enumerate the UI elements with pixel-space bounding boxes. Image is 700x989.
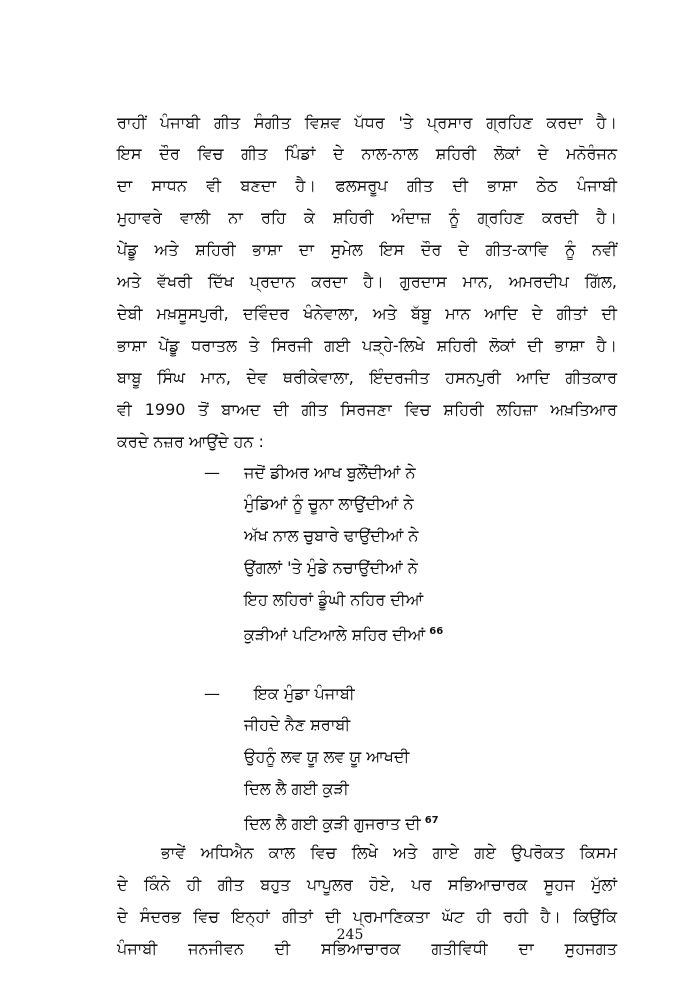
footnote-marker: 67 xyxy=(424,815,439,826)
paragraph-line: ਅਤੇ ਵੱਖਰੀ ਦਿੱਖ ਪ੍ਰਦਾਨ ਕਰਦਾ ਹੈ। ਗੁਰਦਾਸ ਮਾਨ, ਅਮਰਦੀਪ ਗਿੱਲ, xyxy=(117,272,617,291)
verse-line: ਇਕ ਮੁੰਡਾ ਪੰਜਾਬੀ xyxy=(254,684,355,703)
paragraph-line: ਭਾਸ਼ਾ ਪੇਂਡੂ ਧਰਾਤਲ ਤੇ ਸਿਰਜੀ ਗਈ ਪੜ੍ਹੇ-ਲਿਖੇ ਸ਼ਹਿਰੀ ਲੋਕਾਂ ਦੀ ਭਾਸ਼ਾ ਹੈ। xyxy=(117,336,617,355)
verse-text: ਦਿਲ ਲੈ ਗਈ ਕੁੜੀ ਗੁਜਰਾਤ ਦੀ xyxy=(244,814,421,833)
paragraph-line: ਦੇਬੀ ਮਖ਼ਸੂਸਪੁਰੀ, ਦਵਿੰਦਰ ਖੰਨੇਵਾਲਾ, ਅਤੇ ਬੱਬੂ ਮਾਨ ਆਦਿ ਦੇ ਗੀਤਾਂ ਦੀ xyxy=(117,304,617,323)
verse-dash: — xyxy=(204,684,220,703)
paragraph-line: ਦੇ ਸੰਦਰਭ ਵਿਚ ਇਨ੍ਹਾਂ ਗੀਤਾਂ ਦੀ ਪ੍ਰਮਾਣਿਕਤਾ ਘੱਟ ਹੀ ਰਹੀ ਹੈ। ਕਿਉਂਕਿ xyxy=(117,907,617,926)
paragraph-line: ਕਰਦੇ ਨਜ਼ਰ ਆਉਂਦੇ ਹਨ : xyxy=(117,432,264,451)
verse-line xyxy=(244,622,443,645)
paragraph-line: ਮੁਹਾਵਰੇ ਵਾਲੀ ਨਾ ਰਹਿ ਕੇ ਸ਼ਹਿਰੀ ਅੰਦਾਜ਼ ਨੂੰ ਗ੍ਰਹਿਣ ਕਰਦੀ ਹੈ। xyxy=(117,208,617,227)
verse-line: ਉਹਨੂੰ ਲਵ ਯੂ ਲਵ ਯੂ ਆਖਦੀ xyxy=(244,747,410,766)
paragraph-line: ਰਾਹੀਂ ਪੰਜਾਬੀ ਗੀਤ ਸੰਗੀਤ ਵਿਸ਼ਵ ਪੱਧਰ 'ਤੇ ਪ੍ਰਸਾਰ ਗ੍ਰਹਿਣ ਕਰਦਾ ਹੈ। xyxy=(117,113,617,132)
verse-line: ਉਂਗਲਾਂ 'ਤੇ ਮੁੰਡੇ ਨਚਾਉਂਦੀਆਂ ਨੇ xyxy=(244,558,418,577)
verse-line: ਇਹ ਲਹਿਰਾਂ ਡੂੰਘੀ ਨਹਿਰ ਦੀਆਂ xyxy=(244,590,424,609)
page-number: 245 xyxy=(336,927,364,943)
verse-text: ਕੁੜੀਆਂ ਪਟਿਆਲੇ ਸ਼ਹਿਰ ਦੀਆਂ xyxy=(244,625,426,644)
paragraph-line: ਭਾਵੇਂ ਅਧਿਐਨ ਕਾਲ ਵਿਚ ਲਿਖੇ ਅਤੇ ਗਾਏ ਗਏ ਉਪਰੋਕਤ ਕਿਸਮ xyxy=(161,843,617,862)
verse-line: ਅੱਖ ਨਾਲ ਚੁਬਾਰੇ ਢਾਉਂਦੀਆਂ ਨੇ xyxy=(244,526,419,545)
verse-line: ਜੀਹਦੇ ਨੈਣ ਸ਼ਰਾਬੀ xyxy=(244,715,351,734)
paragraph-line: ਵੀ 1990 ਤੋਂ ਬਾਅਦ ਦੀ ਗੀਤ ਸਿਰਜਣਾ ਵਿਚ ਸ਼ਹਿਰੀ ਲਹਿਜ਼ਾ ਅਖ਼ਤਿਆਰ xyxy=(117,400,617,419)
footnote-marker: 66 xyxy=(429,626,444,637)
paragraph-line: ਦੇ ਕਿੰਨੇ ਹੀ ਗੀਤ ਬਹੁਤ ਪਾਪੂਲਰ ਹੋਏ, ਪਰ ਸਭਿਆਚਾਰਕ ਸੂਹਜ ਮੁੱਲਾਂ xyxy=(117,875,617,894)
verse-line xyxy=(244,811,439,834)
verse-line: ਮੁੰਡਿਆਂ ਨੂੰ ਚੂਨਾ ਲਾਉਂਦੀਆਂ ਨੇ xyxy=(244,494,414,513)
verse-dash: — xyxy=(204,463,220,482)
paragraph-line: ਬਾਬੂ ਸਿੰਘ ਮਾਨ, ਦੇਵ ਥਰੀਕੇਵਾਲਾ, ਇੰਦਰਜੀਤ ਹਸਨਪੁਰੀ ਆਦਿ ਗੀਤਕਾਰ xyxy=(117,368,617,387)
paragraph-line: ਪੇਂਡੂ ਅਤੇ ਸ਼ਹਿਰੀ ਭਾਸ਼ਾ ਦਾ ਸੁਮੇਲ ਇਸ ਦੌਰ ਦੇ ਗੀਤ-ਕਾਵਿ ਨੂੰ ਨਵੀਂ xyxy=(117,240,617,259)
paragraph-line: ਇਸ ਦੌਰ ਵਿਚ ਗੀਤ ਪਿੰਡਾਂ ਦੇ ਨਾਲ-ਨਾਲ ਸ਼ਹਿਰੀ ਲੋਕਾਂ ਦੇ ਮਨੋਰੰਜਨ xyxy=(117,144,617,163)
verse-line: ਦਿਲ ਲੈ ਗਈ ਕੁੜੀ xyxy=(244,779,349,798)
verse-line: ਜਦੋਂ ਡੀਅਰ ਆਖ ਬੁਲੌਂਦੀਆਂ ਨੇ xyxy=(244,463,416,482)
paragraph-line: ਪੰਜਾਬੀ ਜਨਜੀਵਨ ਦੀ ਸਭਿਆਚਾਰਕ ਗਤੀਵਿਧੀ ਦਾ ਸੁਹਜਗਤ xyxy=(117,939,617,958)
paragraph-line: ਦਾ ਸਾਧਨ ਵੀ ਬਣਦਾ ਹੈ। ਫਲਸਰੂਪ ਗੀਤ ਦੀ ਭਾਸ਼ਾ ਠੇਠ ਪੰਜਾਬੀ xyxy=(117,176,617,195)
